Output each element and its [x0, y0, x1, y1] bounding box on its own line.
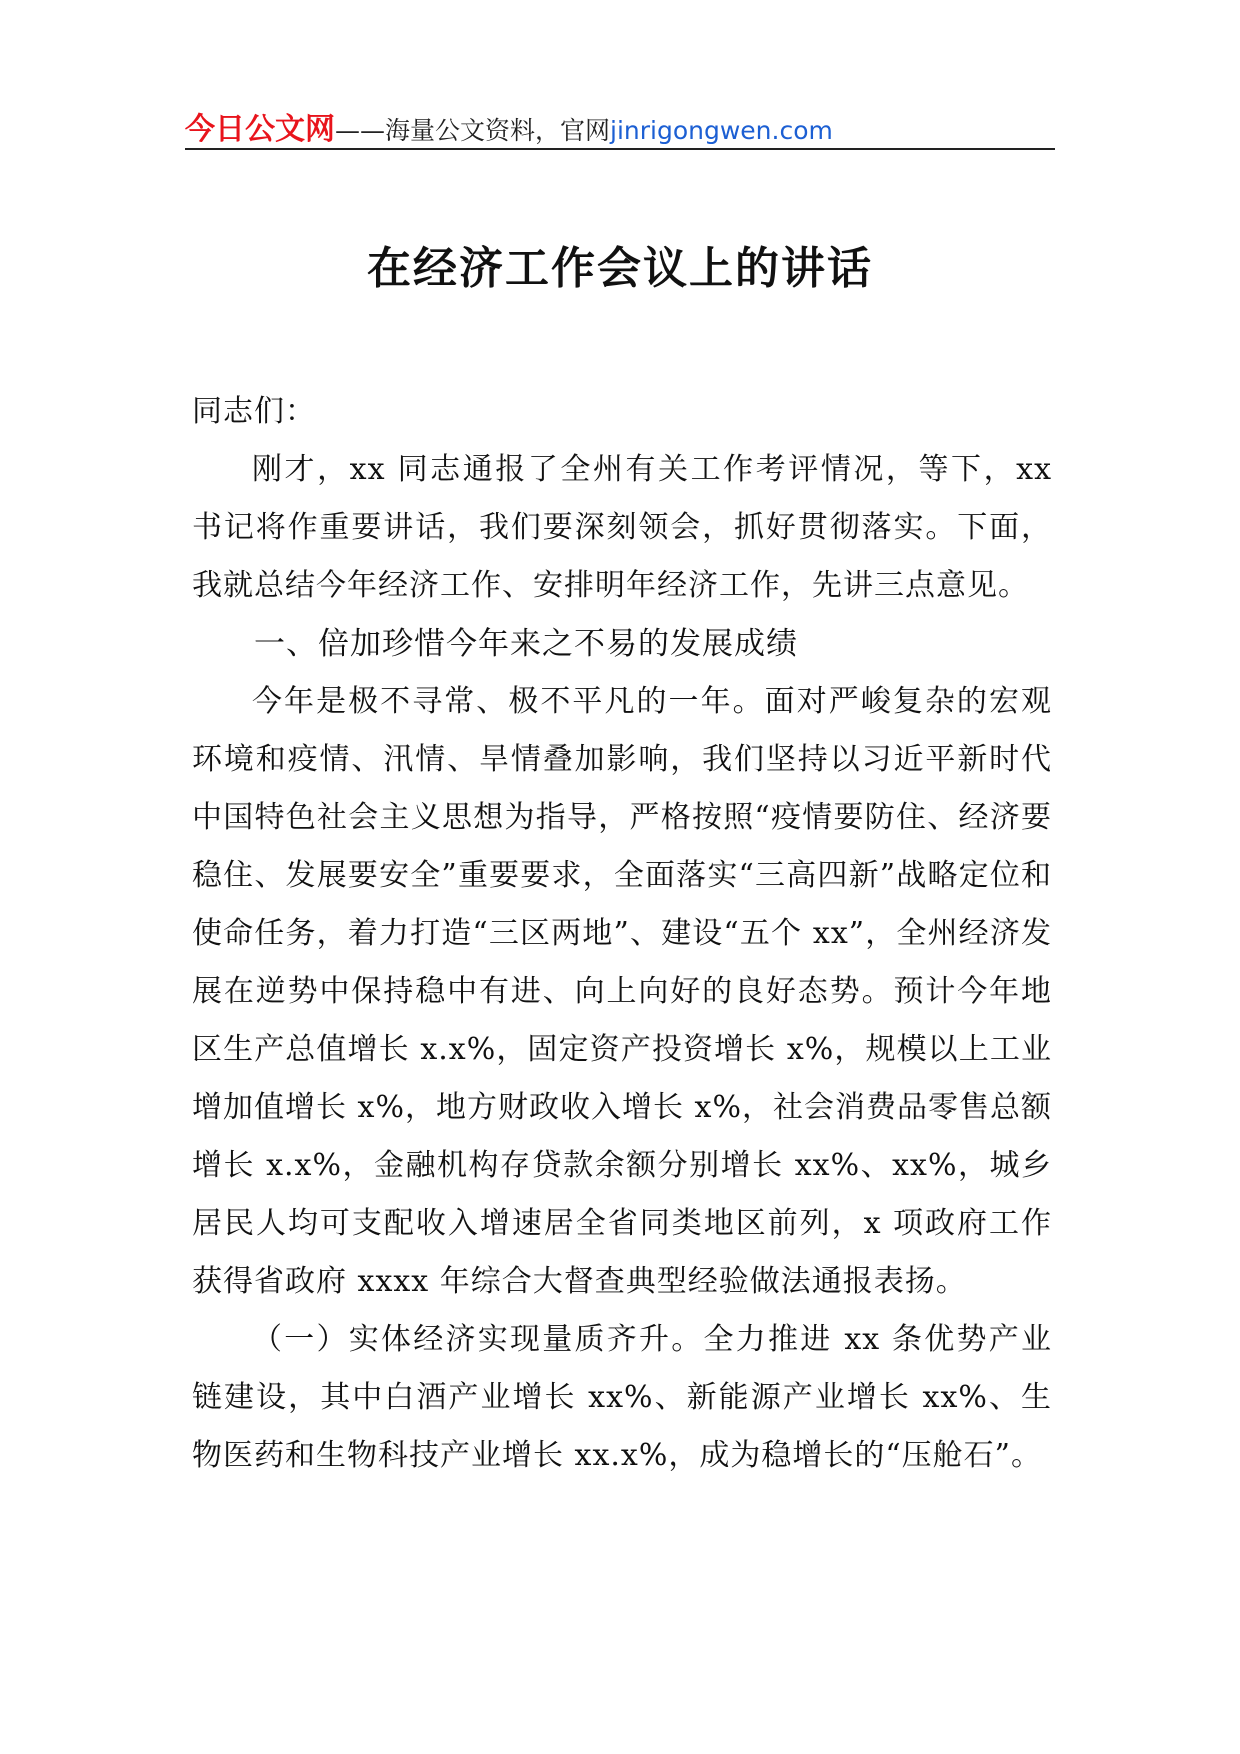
site-brand-name[interactable]: 今日公文网: [185, 112, 335, 147]
paragraph-achievements: 今年是极不寻常、极不平凡的一年。面对严峻复杂的宏观环境和疫情、汛情、旱情叠加影响，我们坚持以习近平新时代中国特色社会主义思想为指导，严格按照“疫情要防住、经济要稳住、发展要安全”重要要求，全面落实“三高四新”战略定位和使命任务，着力打造“三区两地”、建设“五个 xx”，全州经济发展在逆势中保持稳中有进、向上向好的良好态势。预计今年地区生产总值增长 x.x%，固定资产投资增长 x%，规模以上工业增加值增长 x%，地方财政收入增长 x%，社会消费品零售总额增长 x.x%，金融机构存贷款余额分别增长 xx%、xx%，城乡居民人均可支配收入增速居全省同类地区前列，x 项政府工作获得省政府 xxxx 年综合大督查典型经验做法通报表扬。: [192, 684, 1052, 1299]
salutation: 同志们：: [192, 394, 316, 429]
section-heading-1: 一、倍加珍惜今年来之不易的发展成绩: [254, 626, 798, 662]
paragraph-real-economy: （一）实体经济实现量质齐升。全力推进 xx 条优势产业链建设，其中白酒产业增长 xx%、新能源产业增长 xx%、生物医药和生物科技产业增长 xx.x%，成为稳增长的“压舱石”。: [192, 1322, 1052, 1473]
header-divider: [185, 148, 1055, 150]
site-url-link[interactable]: jinrigongwen.com: [610, 116, 833, 145]
site-header-banner: [185, 104, 1055, 146]
site-tagline: ——海量公文资料，官网: [335, 116, 611, 145]
paragraph-intro: 刚才，xx 同志通报了全州有关工作考评情况，等下，xx 书记将作重要讲话，我们要深刻领会，抓好贯彻落实。下面，我就总结今年经济工作、安排明年经济工作，先讲三点意见。: [192, 452, 1052, 603]
document-body: [192, 383, 1052, 1485]
document-title: 在经济工作会议上的讲话: [367, 243, 873, 294]
